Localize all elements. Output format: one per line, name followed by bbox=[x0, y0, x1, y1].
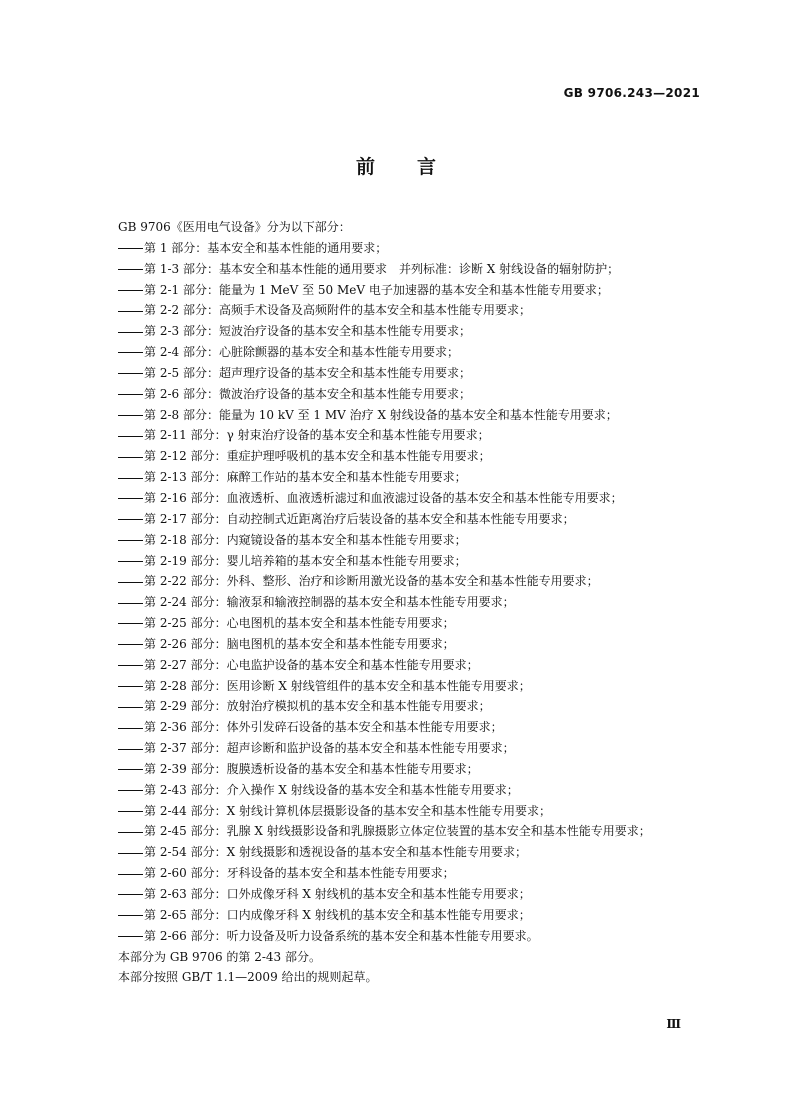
em-dash-bullet bbox=[118, 321, 144, 342]
list-item-text: 第 1-3 部分：基本安全和基本性能的通用要求 并列标准：诊断 X 射线设备的辐射防护； bbox=[144, 261, 620, 276]
list-item bbox=[118, 926, 708, 947]
em-dash-bullet bbox=[118, 259, 144, 280]
em-dash-bullet bbox=[118, 509, 144, 530]
list-item bbox=[118, 342, 708, 363]
list-item-text: 第 2-27 部分：心电监护设备的基本安全和基本性能专用要求； bbox=[144, 657, 479, 672]
em-dash-bullet bbox=[118, 655, 144, 676]
list-item bbox=[118, 238, 708, 259]
em-dash-bullet bbox=[118, 863, 144, 884]
list-item bbox=[118, 571, 708, 592]
em-dash-bullet bbox=[118, 384, 144, 405]
em-dash-bullet bbox=[118, 363, 144, 384]
list-item bbox=[118, 488, 708, 509]
list-item-text: 第 2-54 部分：X 射线摄影和透视设备的基本安全和基本性能专用要求； bbox=[144, 845, 527, 860]
list-item bbox=[118, 780, 708, 801]
list-item bbox=[118, 467, 708, 488]
list-item bbox=[118, 509, 708, 530]
em-dash-bullet bbox=[118, 551, 144, 572]
list-item bbox=[118, 530, 708, 551]
list-item bbox=[118, 717, 708, 738]
list-item bbox=[118, 884, 708, 905]
list-item bbox=[118, 676, 708, 697]
list-item-text: 第 2-2 部分：高频手术设备及高频附件的基本安全和基本性能专用要求； bbox=[144, 303, 531, 318]
em-dash-bullet bbox=[118, 801, 144, 822]
list-item bbox=[118, 863, 708, 884]
em-dash-bullet bbox=[118, 530, 144, 551]
em-dash-bullet bbox=[118, 425, 144, 446]
em-dash-bullet bbox=[118, 280, 144, 301]
em-dash-bullet bbox=[118, 592, 144, 613]
list-item bbox=[118, 551, 708, 572]
list-item-text: 第 2-18 部分：内窥镜设备的基本安全和基本性能专用要求； bbox=[144, 532, 467, 547]
em-dash-bullet bbox=[118, 488, 144, 509]
list-item bbox=[118, 634, 708, 655]
list-item-text: 第 2-36 部分：体外引发碎石设备的基本安全和基本性能专用要求； bbox=[144, 720, 503, 735]
list-item-text: 第 2-13 部分：麻醉工作站的基本安全和基本性能专用要求； bbox=[144, 470, 467, 485]
list-item-text: 第 2-28 部分：医用诊断 X 射线管组件的基本安全和基本性能专用要求； bbox=[144, 678, 531, 693]
list-item bbox=[118, 613, 708, 634]
em-dash-bullet bbox=[118, 613, 144, 634]
em-dash-bullet bbox=[118, 696, 144, 717]
standard-code: GB 9706.243—2021 bbox=[563, 86, 700, 100]
list-item-text: 第 2-43 部分：介入操作 X 射线设备的基本安全和基本性能专用要求； bbox=[144, 782, 519, 797]
list-item-text: 第 2-24 部分：输液泵和输液控制器的基本安全和基本性能专用要求； bbox=[144, 595, 515, 610]
list-item-text: 第 2-29 部分：放射治疗模拟机的基本安全和基本性能专用要求； bbox=[144, 699, 491, 714]
list-item bbox=[118, 738, 708, 759]
em-dash-bullet bbox=[118, 446, 144, 467]
em-dash-bullet bbox=[118, 926, 144, 947]
list-item-text: 第 2-19 部分：婴儿培养箱的基本安全和基本性能专用要求； bbox=[144, 553, 467, 568]
em-dash-bullet bbox=[118, 342, 144, 363]
em-dash-bullet bbox=[118, 738, 144, 759]
list-item-text: 第 2-37 部分：超声诊断和监护设备的基本安全和基本性能专用要求； bbox=[144, 741, 515, 756]
list-item-text: 第 2-11 部分：γ 射束治疗设备的基本安全和基本性能专用要求； bbox=[144, 428, 490, 443]
em-dash-bullet bbox=[118, 821, 144, 842]
list-item bbox=[118, 321, 708, 342]
list-item bbox=[118, 259, 708, 280]
em-dash-bullet bbox=[118, 842, 144, 863]
page-number: Ⅲ bbox=[666, 1017, 680, 1031]
list-item bbox=[118, 696, 708, 717]
list-item bbox=[118, 384, 708, 405]
em-dash-bullet bbox=[118, 571, 144, 592]
list-item-text: 第 2-26 部分：脑电图机的基本安全和基本性能专用要求； bbox=[144, 636, 455, 651]
list-item bbox=[118, 363, 708, 384]
em-dash-bullet bbox=[118, 467, 144, 488]
list-item bbox=[118, 842, 708, 863]
em-dash-bullet bbox=[118, 780, 144, 801]
list-item-text: 第 2-8 部分：能量为 10 kV 至 1 MV 治疗 X 射线设备的基本安全和基本性能专用要求； bbox=[144, 407, 618, 422]
list-item-text: 第 2-17 部分：自动控制式近距离治疗后装设备的基本安全和基本性能专用要求； bbox=[144, 511, 575, 526]
list-item-text: 第 2-63 部分：口外成像牙科 X 射线机的基本安全和基本性能专用要求； bbox=[144, 887, 531, 901]
list-item-text: 第 2-12 部分：重症护理呼吸机的基本安全和基本性能专用要求； bbox=[144, 449, 491, 464]
em-dash-bullet bbox=[118, 905, 144, 926]
list-item-text: 第 2-1 部分：能量为 1 MeV 至 50 MeV 电子加速器的基本安全和基本性能专用要求； bbox=[144, 282, 609, 297]
em-dash-bullet bbox=[118, 300, 144, 321]
intro-paragraph: GB 9706《医用电气设备》分为以下部分： bbox=[118, 220, 351, 234]
list-item bbox=[118, 280, 708, 301]
list-item-text: 第 2-65 部分：口内成像牙科 X 射线机的基本安全和基本性能专用要求； bbox=[144, 907, 531, 922]
closing-paragraph-1: 本部分为 GB 9706 的第 2-43 部分。 bbox=[118, 949, 321, 964]
list-item-text: 第 2-45 部分：乳腺 X 射线摄影设备和乳腺摄影立体定位装置的基本安全和基本性能专用要求； bbox=[144, 824, 651, 839]
em-dash-bullet bbox=[118, 634, 144, 655]
list-item-text: 第 2-5 部分：超声理疗设备的基本安全和基本性能专用要求； bbox=[144, 365, 471, 380]
list-item bbox=[118, 655, 708, 676]
list-item-text: 第 2-16 部分：血液透析、血液透析滤过和血液滤过设备的基本安全和基本性能专用要求； bbox=[144, 490, 623, 505]
list-item-text: 第 2-3 部分：短波治疗设备的基本安全和基本性能专用要求； bbox=[144, 324, 471, 339]
list-item-text: 第 2-60 部分：牙科设备的基本安全和基本性能专用要求； bbox=[144, 866, 455, 881]
list-item-text: 第 2-39 部分：腹膜透析设备的基本安全和基本性能专用要求； bbox=[144, 761, 479, 776]
list-item bbox=[118, 300, 708, 321]
list-item bbox=[118, 905, 708, 926]
list-item bbox=[118, 405, 708, 426]
em-dash-bullet bbox=[118, 884, 144, 905]
list-item bbox=[118, 425, 708, 446]
list-item-text: 第 2-25 部分：心电图机的基本安全和基本性能专用要求； bbox=[144, 616, 455, 631]
page-title: 前言 bbox=[355, 156, 478, 178]
list-item-text: 第 2-4 部分：心脏除颤器的基本安全和基本性能专用要求； bbox=[144, 345, 459, 360]
em-dash-bullet bbox=[118, 405, 144, 426]
list-item bbox=[118, 759, 708, 780]
closing-paragraph-2: 本部分按照 GB/T 1.1—2009 给出的规则起草。 bbox=[118, 970, 378, 985]
list-item bbox=[118, 446, 708, 467]
list-item-text: 第 2-44 部分：X 射线计算机体层摄影设备的基本安全和基本性能专用要求； bbox=[144, 803, 551, 818]
list-item bbox=[118, 801, 708, 822]
list-item-text: 第 2-22 部分：外科、整形、治疗和诊断用激光设备的基本安全和基本性能专用要求； bbox=[144, 574, 599, 589]
em-dash-bullet bbox=[118, 238, 144, 259]
list-item-text: 第 2-66 部分：听力设备及听力设备系统的基本安全和基本性能专用要求。 bbox=[144, 928, 539, 943]
list-item bbox=[118, 821, 708, 842]
parts-list bbox=[118, 238, 708, 947]
em-dash-bullet bbox=[118, 676, 144, 697]
document-body bbox=[118, 217, 708, 988]
list-item-text: 第 1 部分：基本安全和基本性能的通用要求； bbox=[144, 240, 388, 255]
list-item bbox=[118, 592, 708, 613]
em-dash-bullet bbox=[118, 717, 144, 738]
em-dash-bullet bbox=[118, 759, 144, 780]
list-item-text: 第 2-6 部分：微波治疗设备的基本安全和基本性能专用要求； bbox=[144, 386, 471, 401]
